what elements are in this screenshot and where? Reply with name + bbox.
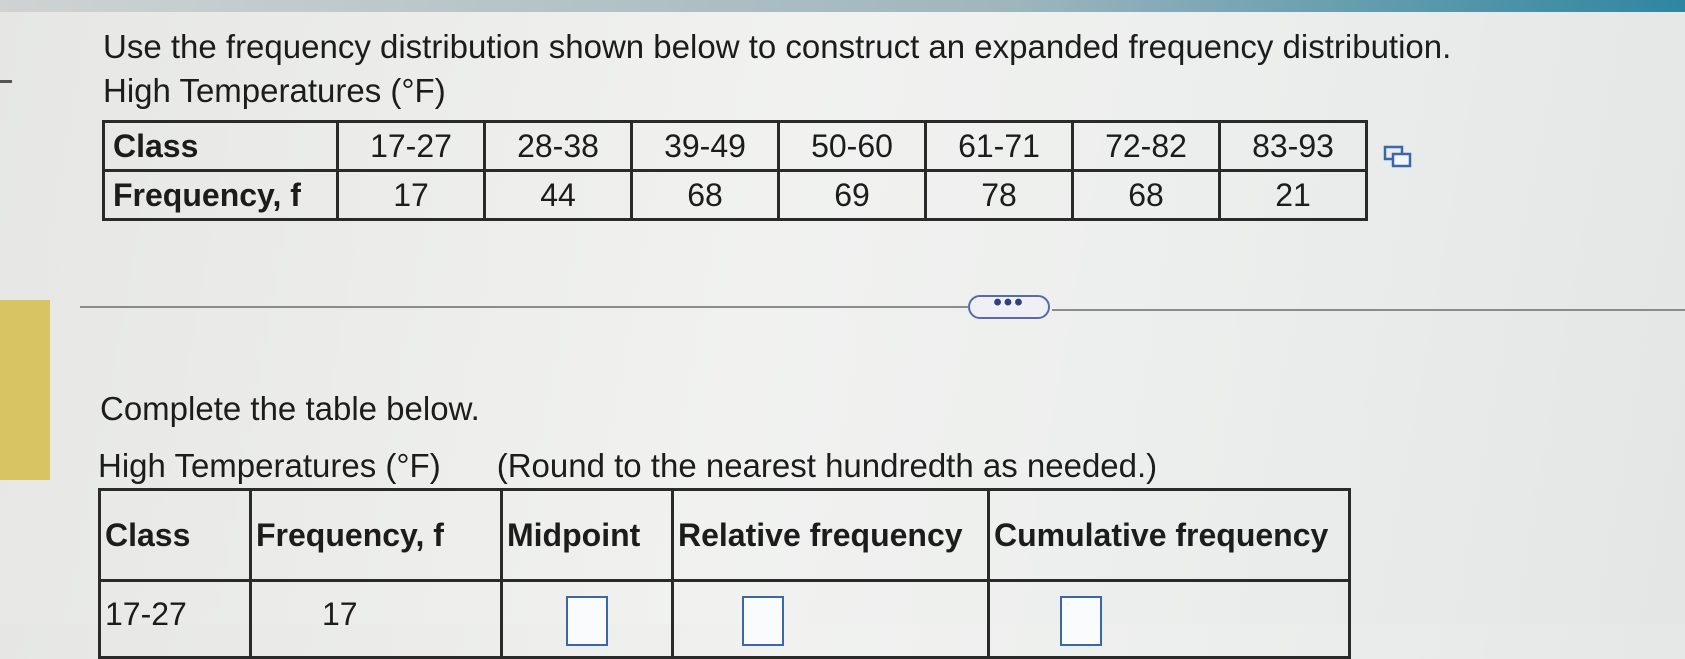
expanded-table: [98, 488, 1351, 659]
cumulative-frequency-input[interactable]: [1060, 596, 1102, 646]
frequency-cell: 68: [632, 171, 779, 220]
frequency-cell: 69: [779, 171, 926, 220]
class-cell: 61-71: [926, 122, 1073, 171]
top-strip: [0, 0, 1685, 12]
section-divider: [1052, 309, 1685, 311]
class-row-label: Class: [104, 122, 338, 171]
class-row: [104, 122, 1367, 171]
relative-frequency-input[interactable]: [742, 596, 784, 646]
cumulative-frequency-cell: [989, 581, 1350, 658]
header-midpoint: Midpoint: [502, 490, 673, 581]
row-frequency: 17: [251, 581, 502, 658]
copy-icon[interactable]: [1383, 145, 1413, 169]
class-cell: 50-60: [779, 122, 926, 171]
midpoint-cell: [502, 581, 673, 658]
frequency-row-label: Frequency, f: [104, 171, 338, 220]
frequency-cell: 68: [1073, 171, 1220, 220]
instruction-text: Use the frequency distribution shown below to construct an expanded frequency distribution.: [103, 28, 1452, 65]
table2-title-text: High Temperatures (°F): [98, 447, 441, 484]
class-cell: 17-27: [338, 122, 485, 171]
frequency-cell: 44: [485, 171, 632, 220]
header-cumulative-frequency: Cumulative frequency: [989, 490, 1350, 581]
frequency-cell: 21: [1220, 171, 1367, 220]
frequency-cell: 78: [926, 171, 1073, 220]
class-cell: 83-93: [1220, 122, 1367, 171]
table2-title: [98, 447, 1157, 485]
header-class: Class: [100, 490, 251, 581]
left-mark: [0, 80, 12, 83]
row-class: 17-27: [100, 581, 251, 658]
accent-bar: [0, 300, 50, 480]
frequency-row: [104, 171, 1367, 220]
complete-prompt: Complete the table below.: [100, 390, 480, 427]
expanded-header-row: [100, 490, 1350, 581]
class-cell: 72-82: [1073, 122, 1220, 171]
frequency-table: [102, 120, 1368, 221]
header-frequency: Frequency, f: [251, 490, 502, 581]
table1-title: High Temperatures (°F): [103, 72, 446, 109]
midpoint-input[interactable]: [566, 596, 608, 646]
frequency-cell: 17: [338, 171, 485, 220]
section-divider: [80, 306, 968, 308]
relative-frequency-cell: [673, 581, 989, 658]
class-cell: 39-49: [632, 122, 779, 171]
header-relative-frequency: Relative frequency: [673, 490, 989, 581]
expand-button[interactable]: •••: [968, 295, 1050, 319]
rounding-note: (Round to the nearest hundredth as needed.): [496, 447, 1158, 484]
class-cell: 28-38: [485, 122, 632, 171]
table-row: [100, 581, 1350, 658]
